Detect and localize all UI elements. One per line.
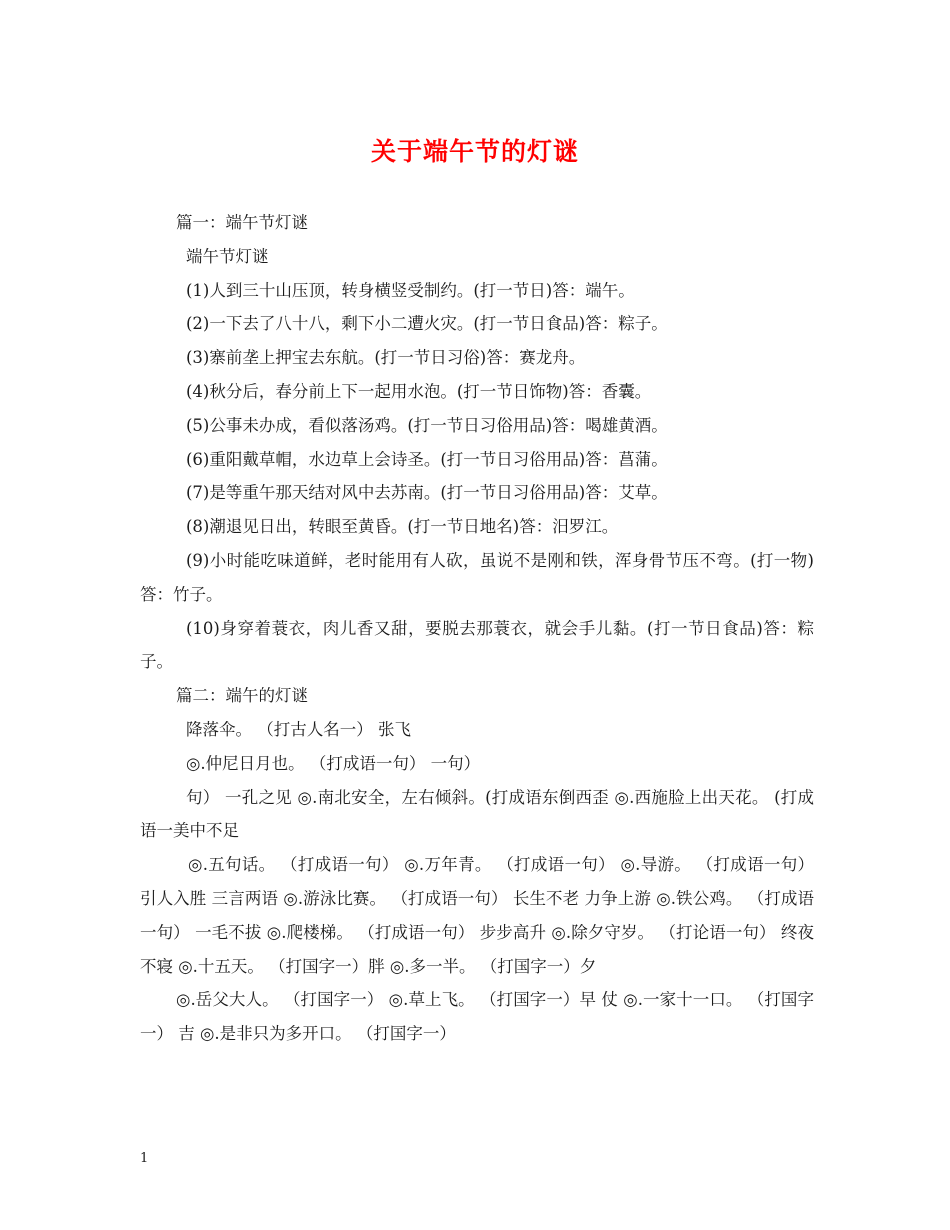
riddle-paragraph: 降落伞。 （打古人名一） 张飞 [186,719,411,739]
riddle-6: (6)重阳戴草帽，水边草上会诗圣。(打一节日习俗用品)答：菖蒲。 [186,449,668,469]
riddle-paragraph: ◎.仲尼日月也。 （打成语一句） 一句） [186,753,481,773]
riddle-1: (1)人到三十山压顶，转身横竖受制约。(打一节日)答：端午。 [186,280,635,300]
riddle-5: (5)公事未办成，看似落汤鸡。(打一节日习俗用品)答：喝雄黄酒。 [186,415,668,435]
subheading: 端午节灯谜 [186,246,269,266]
section-heading-2: 篇二：端午的灯谜 [176,686,308,706]
riddle-4: (4)秋分后，春分前上下一起用水泡。(打一节日饰物)答：香囊。 [186,381,652,401]
document-body [140,206,820,1051]
riddle-paragraph: ◎.岳父大人。 （打国字一） ◎.草上飞。 （打国字一）早 仗 ◎.一家十一口。 （打国字一） 吉 ◎.是非只为多开口。 （打国字一） [140,990,814,1044]
riddle-paragraph: 句） 一孔之见 ◎.南北安全，左右倾斜。(打成语东倒西歪 ◎.西施脸上出天花。 (打成语一美中不足 [140,787,814,841]
riddle-10: (10)身穿着蓑衣，肉儿香又甜，要脱去那蓑衣，就会手儿黏。(打一节日食品)答：粽子。 [140,618,814,672]
riddle-paragraph: ◎.五句话。 （打成语一句） ◎.万年青。 （打成语一句） ◎.导游。 （打成语一句） 引人入胜 三言两语 ◎.游泳比赛。 （打成语一句） 长生不老 力争上游 ◎.铁公鸡。 （打成语一句） 一毛不拔 ◎.爬楼梯。 （打成语一句） 步步高升 ◎.除夕守岁。 （打论语一句） 终夜不寝 ◎.十五天。 （打国字一）胖 ◎.多一半。 （打国字一）夕 [140,855,820,976]
riddle-9: (9)小时能吃味道鲜，老时能用有人砍，虽说不是刚和铁，浑身骨节压不弯。(打一物)答：竹子。 [140,550,814,604]
page-number: 1 [140,1151,149,1166]
riddle-7: (7)是等重午那天结对风中去苏南。(打一节日习俗用品)答：艾草。 [186,483,668,503]
riddle-3: (3)寨前垄上押宝去东航。(打一节日习俗)答：赛龙舟。 [186,348,586,368]
document-title: 关于端午节的灯谜 [370,137,579,166]
section-heading-1: 篇一：端午节灯谜 [176,213,308,232]
riddle-8: (8)潮退见日出，转眼至黄昏。(打一节日地名)答：汨罗江。 [186,517,619,537]
riddle-2: (2)一下去了八十八，剩下小二遭火灾。(打一节日食品)答：粽子。 [186,314,668,334]
